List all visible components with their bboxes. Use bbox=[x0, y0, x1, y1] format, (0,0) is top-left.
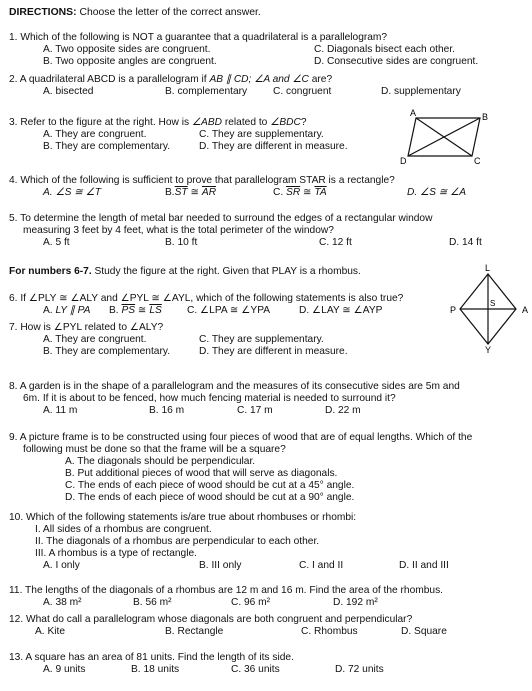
q10-statement-iii: III. A rhombus is a type of rectangle. bbox=[35, 548, 197, 559]
question-8 bbox=[9, 381, 526, 417]
q2-stem-end: are? bbox=[311, 74, 333, 85]
q4-segment-ta: $\overline{TA}$ bbox=[314, 187, 327, 198]
q2-option-b: B. complementary bbox=[165, 86, 248, 97]
q10-stem: 10. Which of the following statements is/are true about rhombuses or rhombi: bbox=[9, 512, 357, 523]
q4-option-b bbox=[165, 187, 216, 200]
q4-option-b-letter: B. bbox=[165, 187, 175, 198]
q5-option-b: B. 10 ft bbox=[165, 237, 198, 248]
q6-option-a-math: LY ∥ PA bbox=[55, 305, 91, 316]
q10-statement-ii: II. The diagonals of a rhombus are perpendicular to each other. bbox=[35, 536, 320, 547]
q6-segment-ls: $\overline{LS}$ bbox=[149, 305, 162, 316]
q3-option-c: C. They are supplementary. bbox=[199, 129, 324, 140]
q8-stem-line2: 6m. If it is about to be fenced, how much fencing material is needed to surround it? bbox=[23, 393, 396, 404]
q9-option-a: A. The diagonals should be perpendicular. bbox=[65, 456, 256, 467]
q3-diagonal-bd bbox=[408, 118, 480, 156]
question-1 bbox=[9, 32, 526, 68]
question-10 bbox=[9, 512, 526, 572]
q3-label-c: C bbox=[474, 156, 481, 166]
q13-option-b: B. 18 units bbox=[131, 664, 180, 675]
q12-option-c: C. Rhombus bbox=[301, 626, 358, 637]
q4-segment-st: $\overline{ST}$ bbox=[174, 187, 188, 198]
q6-option-b-letter: B. bbox=[109, 305, 119, 316]
question-2 bbox=[9, 74, 526, 98]
q7-option-a: A. They are congruent. bbox=[43, 334, 147, 345]
q13-stem: 13. A square has an area of 81 units. Find the length of its side. bbox=[9, 652, 294, 663]
question-11 bbox=[9, 585, 526, 609]
q6-option-b bbox=[109, 305, 162, 318]
rhombus-label-s: S bbox=[490, 299, 496, 308]
q3-label-d: D bbox=[400, 156, 407, 166]
q3-option-d: D. They are different in measure. bbox=[199, 141, 348, 152]
q12-option-a: A. Kite bbox=[35, 626, 66, 637]
q1-option-b: B. Two opposite angles are congruent. bbox=[43, 56, 217, 67]
q12-option-b: B. Rectangle bbox=[165, 626, 224, 637]
q2-stem-math: AB ∥ CD; ∠A and ∠C bbox=[209, 74, 309, 85]
q4-stem: 4. Which of the following is sufficient to prove that parallelogram STAR is a rectangle? bbox=[9, 175, 395, 186]
q8-option-a: A. 11 m bbox=[43, 405, 78, 416]
q10-option-d: D. II and III bbox=[399, 560, 449, 571]
q3-label-a: A bbox=[410, 108, 417, 118]
q2-stem: 2. A quadrilateral ABCD is a parallelogram if bbox=[9, 74, 207, 85]
q8-option-d: D. 22 m bbox=[325, 405, 361, 416]
q4-option-c bbox=[273, 187, 327, 200]
rhombus-label-y: Y bbox=[485, 345, 492, 354]
q2-option-a: A. bisected bbox=[43, 86, 94, 97]
q9-option-c: C. The ends of each piece of wood should be cut at a 45° angle. bbox=[65, 480, 355, 491]
q10-option-b: B. III only bbox=[199, 560, 242, 571]
q7-option-c: C. They are supplementary. bbox=[199, 334, 324, 345]
q5-stem-line1: 5. To determine the length of metal bar needed to surround the edges of a rectangular window bbox=[9, 213, 433, 224]
q4-congruent-sign: ≅ bbox=[190, 187, 200, 198]
q8-stem-line1: 8. A garden is in the shape of a parallelogram and the measures of its consecutive sides are 5m and bbox=[9, 381, 460, 392]
q10-option-a: A. I only bbox=[43, 560, 80, 571]
q1-stem: 1. Which of the following is NOT a guarantee that a quadrilateral is a parallelogram? bbox=[9, 32, 388, 43]
q7-option-b: B. They are complementary. bbox=[43, 346, 171, 357]
q9-stem-line1: 9. A picture frame is to be constructed using four pieces of wood that are of equal lengths. Which of the bbox=[9, 432, 473, 443]
q11-option-b: B. 56 m² bbox=[133, 597, 172, 608]
rhombus-label-l: L bbox=[485, 263, 491, 273]
q4-congruent-sign-c: ≅ bbox=[303, 187, 312, 198]
q3-stem-end: ? bbox=[300, 117, 307, 128]
q3-stem-mid: related to bbox=[224, 117, 268, 128]
q5-option-a: A. 5 ft bbox=[43, 237, 70, 248]
q6-option-a bbox=[43, 305, 90, 318]
section-6-7-bold: For numbers 6-7. bbox=[9, 266, 92, 277]
q1-option-d: D. Consecutive sides are congruent. bbox=[314, 56, 479, 67]
q2-option-d: D. supplementary bbox=[381, 86, 461, 97]
q5-stem-line2: measuring 3 feet by 4 feet, what is the total perimeter of the window? bbox=[23, 225, 334, 236]
q2-option-c: C. congruent bbox=[273, 86, 332, 97]
q3-stem: 3. Refer to the figure at the right. How is bbox=[9, 117, 190, 128]
question-12 bbox=[9, 614, 526, 638]
q11-option-a: A. 38 m² bbox=[43, 597, 82, 608]
question-6 bbox=[9, 293, 529, 317]
q13-option-c: C. 36 units bbox=[231, 664, 280, 675]
q6-option-a-letter: A. bbox=[43, 305, 53, 316]
q3-label-b: B bbox=[482, 112, 489, 122]
q3-angle-abd: ∠ABD bbox=[191, 117, 223, 128]
q6-option-d: D. ∠LAY ≅ ∠AYP bbox=[299, 305, 383, 316]
q5-option-c: C. 12 ft bbox=[319, 237, 352, 248]
q10-statement-i: I. All sides of a rhombus are congruent. bbox=[35, 524, 212, 535]
q4-segment-ar: $\overline{AR}$ bbox=[201, 187, 217, 198]
q9-option-b: B. Put additional pieces of wood that will serve as diagonals. bbox=[65, 468, 338, 479]
q13-option-a: A. 9 units bbox=[43, 664, 86, 675]
q4-option-d: D. ∠S ≅ ∠A bbox=[407, 187, 467, 198]
q7-option-d: D. They are different in measure. bbox=[199, 346, 348, 357]
q6-option-c: C. ∠LPA ≅ ∠YPA bbox=[187, 305, 271, 316]
q6-segment-ps: $\overline{PS}$ bbox=[121, 305, 136, 316]
q3-option-a: A. They are congruent. bbox=[43, 129, 147, 140]
q12-stem: 12. What do call a parallelogram whose diagonals are both congruent and perpendicular? bbox=[9, 614, 413, 625]
q11-stem: 11. The lengths of the diagonals of a rhombus are 12 m and 16 m. Find the area of the rhombus. bbox=[9, 585, 443, 596]
q3-angle-bdc: ∠BDC bbox=[270, 117, 301, 128]
q6-congruent-sign: ≅ bbox=[137, 305, 147, 316]
q3-parallelogram-figure bbox=[398, 108, 498, 166]
q8-option-c: C. 17 m bbox=[237, 405, 273, 416]
q9-stem-line2: following must be done so that the frame will be a square? bbox=[23, 444, 286, 455]
q1-option-a: A. Two opposite sides are congruent. bbox=[43, 44, 211, 55]
question-9 bbox=[9, 432, 526, 504]
q1-option-c: C. Diagonals bisect each other. bbox=[314, 44, 456, 55]
q5-option-d: D. 14 ft bbox=[449, 237, 482, 248]
directions-label: DIRECTIONS: bbox=[9, 7, 77, 18]
q3-option-b: B. They are complementary. bbox=[43, 141, 171, 152]
q9-option-d: D. The ends of each piece of wood should be cut at a 90° angle. bbox=[65, 492, 355, 503]
q7-stem: 7. How is ∠PYL related to ∠ALY? bbox=[9, 322, 164, 333]
q10-option-c: C. I and II bbox=[299, 560, 344, 571]
q11-option-d: D. 192 m² bbox=[333, 597, 378, 608]
q13-option-d: D. 72 units bbox=[335, 664, 384, 675]
q4-option-a: A. ∠S ≅ ∠T bbox=[43, 187, 101, 198]
q11-option-c: C. 96 m² bbox=[231, 597, 271, 608]
rhombus-label-p: P bbox=[450, 305, 457, 315]
directions-text: Choose the letter of the correct answer. bbox=[79, 7, 261, 18]
q4-segment-sr: $\overline{SR}$ bbox=[286, 187, 301, 198]
section-6-7-header bbox=[9, 266, 361, 279]
q6-stem: 6. If ∠PLY ≅ ∠ALY and ∠PYL ≅ ∠AYL, which of the following statements is also true? bbox=[9, 293, 404, 304]
q12-option-d: D. Square bbox=[401, 626, 447, 637]
directions bbox=[9, 6, 261, 19]
q8-option-b: B. 16 m bbox=[149, 405, 185, 416]
q4-option-c-letter: C. bbox=[273, 187, 284, 198]
section-6-7-text: Study the figure at the right. Given that PLAY is a rhombus. bbox=[94, 266, 361, 277]
rhombus-label-a: A bbox=[522, 305, 529, 315]
question-7 bbox=[9, 322, 526, 358]
question-5 bbox=[9, 213, 526, 249]
question-13 bbox=[9, 652, 526, 676]
question-4 bbox=[9, 175, 526, 199]
